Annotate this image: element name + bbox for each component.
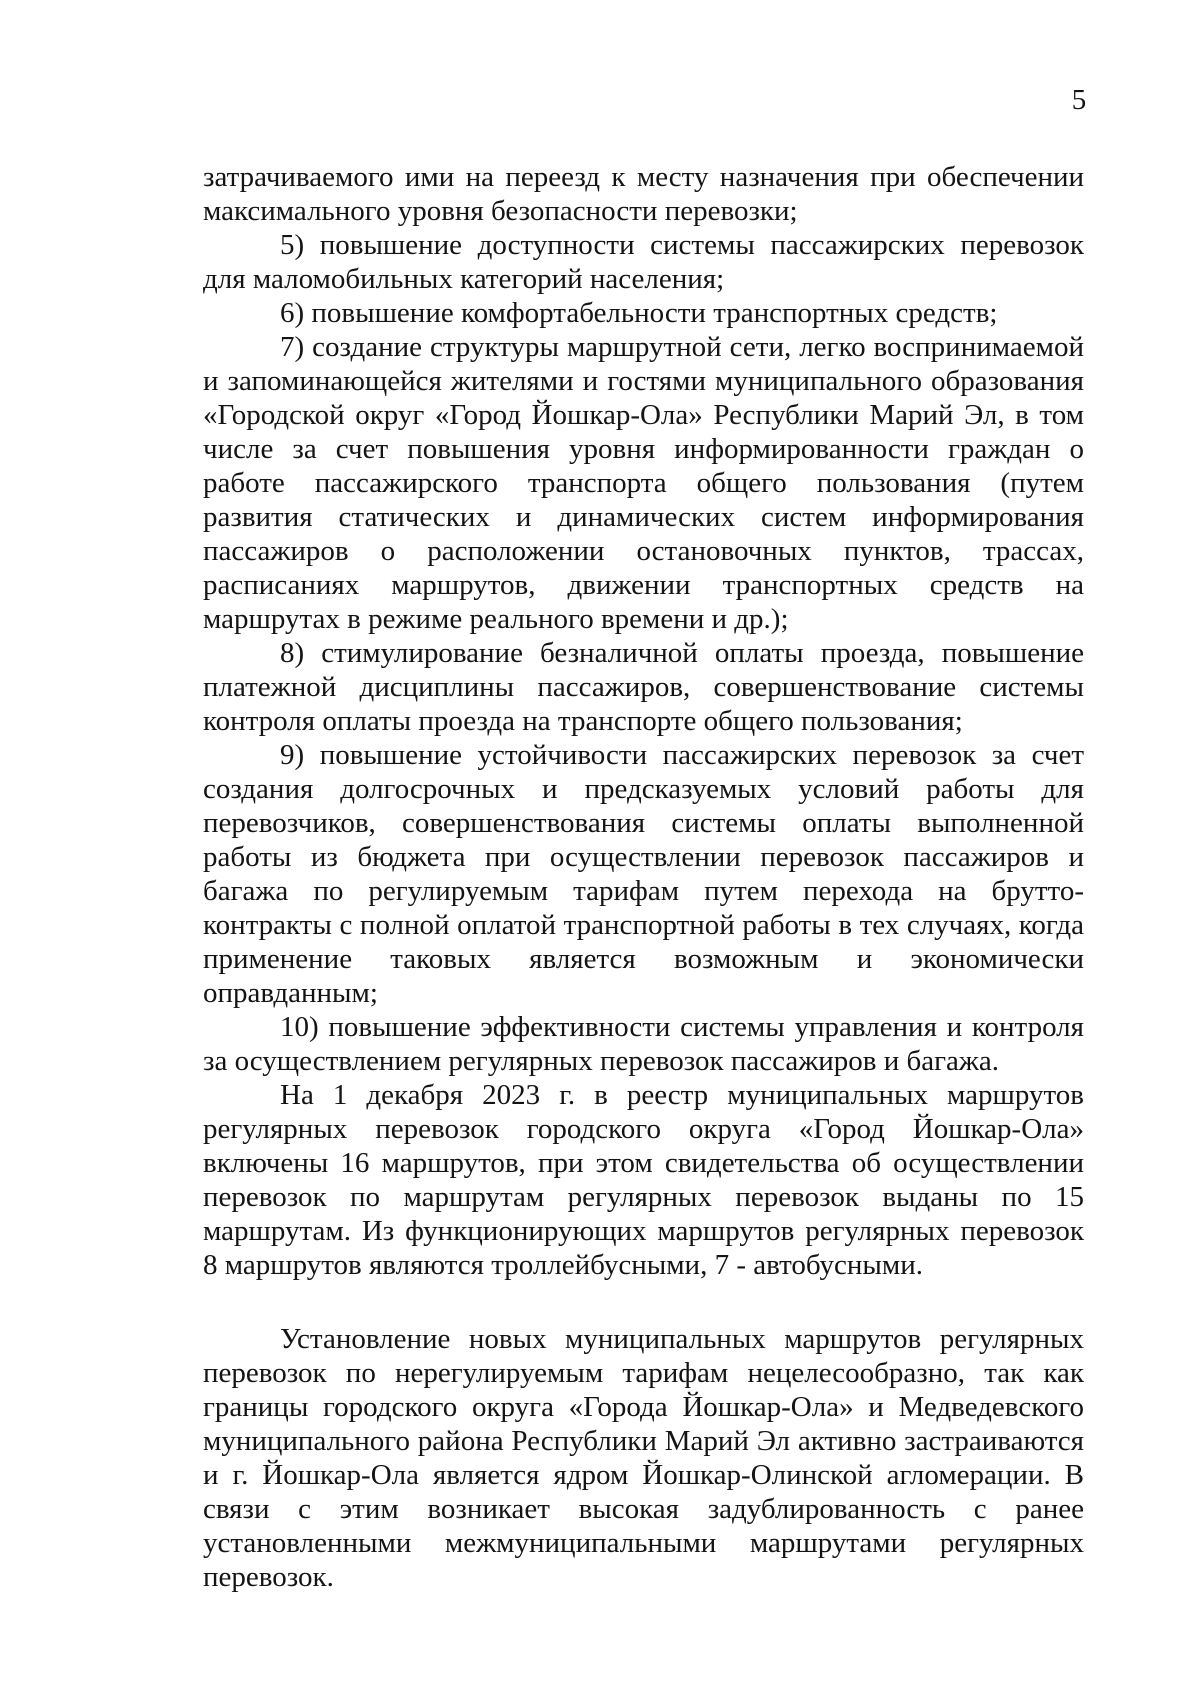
paragraph-routes-registry: На 1 декабря 2023 г. в реестр муниципальных маршрутов регулярных перевозок городского округа «Город Йошкар-Ола» включены 16 маршрутов, при этом свидетельства об осуществлении перевозок по маршрутам регулярных перевозок выданы по 15 маршрутам. Из функционирующих маршрутов регулярных перевозок 8 маршрутов являются троллейбусными, 7 - автобусными.: [203, 1079, 1084, 1281]
list-item-8: 8) стимулирование безналичной оплаты проезда, повышение платежной дисциплины пассажиров, совершенствование системы контроля оплаты проезда на транспорте общего пользования;: [203, 637, 1084, 737]
list-item-6: 6) повышение комфортабельности транспортных средств;: [280, 297, 998, 329]
list-item-9: 9) повышение устойчивости пассажирских перевозок за счет создания долгосрочных и предсказуемых условий работы для перевозчиков, совершенствования системы оплаты выполненной работы из бюджета при осуществлении перевозок пассажиров и багажа по регулируемым тарифам путем перехода на брутто-контракты с полной оплатой транспортной работы в тех случаях, когда применение таковых является возможным и экономически оправданным;: [203, 739, 1084, 1009]
list-item-5: 5) повышение доступности системы пассажирских перевозок для маломобильных категорий населения;: [203, 229, 1084, 295]
list-item-7: 7) создание структуры маршрутной сети, легко воспринимаемой и запоминающейся жителями и гостями муниципального образования «Городской округ «Город Йошкар-Ола» Республики Марий Эл, в том числе за счет повышения уровня информированности граждан о работе пассажирского транспорта общего пользования (путем развития статических и динамических систем информирования пассажиров о расположении остановочных пунктов, трассах, расписаниях маршрутов, движении транспортных средств на маршрутах в режиме реального времени и др.);: [203, 331, 1084, 635]
list-item-10: 10) повышение эффективности системы управления и контроля за осуществлением регулярных перевозок пассажиров и багажа.: [203, 1011, 1084, 1077]
paragraph-continuation: затрачиваемого ими на переезд к месту назначения при обеспечении максимального уровня безопасности перевозки;: [203, 161, 1084, 227]
page-number: 5: [1071, 84, 1087, 116]
document-body: [203, 160, 1084, 1594]
paragraph-new-routes: Установление новых муниципальных маршрутов регулярных перевозок по нерегулируемым тарифам нецелесообразно, так как границы городского округа «Города Йошкар-Ола» и Медведевского муниципального района Республики Марий Эл активно застраиваются и г. Йошкар-Ола является ядром Йошкар-Олинской агломерации. В связи с этим возникает высокая задублированность с ранее установленными межмуниципальными маршрутами регулярных перевозок.: [203, 1323, 1084, 1593]
